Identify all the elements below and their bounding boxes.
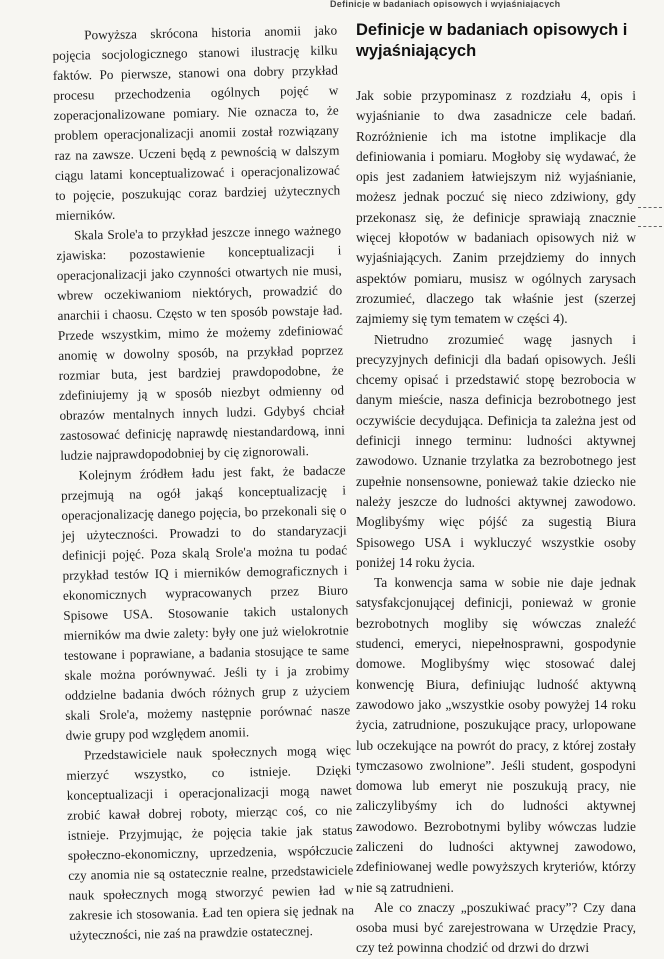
right-paragraph-1: Jak sobie przypominasz z rozdziału 4, opis i wyjaśnianie to dwa zasadnicze cele badań. Rozróżnienie ich ma istotne implikacje dla definiowania i pomiaru. Mogłoby się wydawać, że opis jest zadaniem łatwiejszym niż wyjaśnianie, możesz jednak poczuć się nieco zdziwiony, gdy przekonasz się, że definicje sprawiają znacznie więcej kłopotów w badaniach opisowych niż w wyjaśniających. Zanim przejdziemy do innych aspektów pomiaru, musisz w ogólnych zarysach zrozumieć, dlaczego tak właśnie jest (szerzej zajmiemy się tym tematem w części 4). [356,88,636,327]
section-title: Definicje w badaniach opisowych i wyjaśniających [356,21,628,60]
margin-pencil-mark [638,226,662,227]
left-paragraph-3: Kolejnym źródłem ładu jest fakt, że badacze przejmują na ogół jakąś konceptualizację i operacjonalizację danego pojęcia, bo przekonali się o jej użyteczności. Prowadzi to do standaryzacji definicji pojęć. Poza skalą Srole'a można tu podać przykład testów IQ i mierników demograficznych i ekonomicznych wypracowanych przez Biuro Spisowe USA. Stosowanie takich ustalonych mierników ma dwie zalety: były one już wielokrotnie testowane i poprawiane, a badania stosujące te same skale można porównywać. Jeśli ty i ja zrobimy oddzielne badania dwóch różnych grup z użyciem skali Srole'a, możemy następnie porównać nasze dwie grupy pod względem anomii. [60,462,351,743]
right-paragraph-3: Ta konwencja sama w sobie nie daje jednak satysfakcjonującej definicji, ponieważ w gronie bezrobotnych mogliby się wówczas znaleźć studenci, emeryci, niepełnosprawni, gospodynie domowe. Moglibyśmy więc stosować dalej konwencję Biura, definiując ludność aktywną zawodowo jako „wszystkie osoby powyżej 14 roku życia, zatrudnione, poszukujące pracy, urlopowane lub oczekujące na powrót do pracy, z której zostały tymczasowo zwolnione”. Jeśli student, gospodyni domowa lub emeryt nie poszukują pracy, nie zaliczylibyśmy ich do ludności aktywnej zawodowo. Bezrobotnymi byliby wówczas ludzie zaliczeni do ludności aktywnej zawodowo, zdefiniowanej wedle powyższych kryteriów, którzy nie są zatrudnieni. [356,575,636,895]
margin-pencil-mark [638,207,662,208]
left-paragraph-1: Powyższa skrócona historia anomii jako pojęcia socjologicznego stanowi ilustrację kilku faktów. Po pierwsze, stanowi ona dobry przykład procesu przechodzenia ogólnych pojęć w zoperacjonalizowane pomiary. Nie oznacza to, że problem operacjonalizacji anomii został rozwiązany raz na zawsze. Uczeni będą z pewnością w dalszym ciągu latami konceptualizować i operacjonalizować to pojęcie, poszukując coraz bardziej użytecznych mierników. [52,22,341,223]
right-paragraph-4: Ale co znaczy „poszukiwać pracy”? Czy dana osoba musi być zarejestrowana w Urzędzie Pracy, czy też powinna chodzić od drzwi do drzwi [356,899,636,956]
right-paragraph-2: Nietrudno zrozumieć wagę jasnych i precyzyjnych definicji dla badań opisowych. Jeśli chcemy opisać i przedstawić stopę bezrobocia w danym mieście, nasza definicja bezrobotnego jest oczywiście decydująca. Definicja ta zależna jest od definicji innego terminu: ludności aktywnej zawodowo. Uznanie trzylatka za bezrobotnego jest zupełnie nonsensowne, ponieważ takie dziecko nie należy jeszcze do ludności aktywnej zawodowo. Moglibyśmy więc pójść za sugestią Biura Spisowego USA i wykluczyć wszystkie osoby poniżej 14 roku życia. [356,331,636,570]
right-column [356,20,636,959]
left-column [52,21,355,946]
running-header: Definicje w badaniach opisowych i wyjaśniających [330,0,561,8]
left-paragraph-4: Przedstawiciele nauk społecznych mogą więc mierzyć wszystko, co istnieje. Dzięki konceptualizacji i operacjonalizacji mogą nawet zrobić kawał dobrej roboty, mierząc coś, co nie istnieje. Przyjmując, że pojęcia takie jak status społeczno-ekonomiczny, uprzedzenia, współczucie czy anomia nie są ostatecznie realne, przedstawiciele nauk społecznych mogą stworzyć pewien ład w zakresie ich stosowania. Ład ten opiera się jednak na użyteczności, nie zaś na prawdzie ostatecznej. [66,742,355,943]
left-paragraph-2: Skala Srole'a to przykład jeszcze innego ważnego zjawiska: pozostawienie konceptualizacji i operacjonalizacji jako czynności otwartych nie musi, wbrew oczekiwaniom niektórych, prowadzić do anarchii i chaosu. Często w ten sposób powstaje ład. Przede wszystkim, mimo że możemy zdefiniować anomię w dowolny sposób, na przykład poprzez rozmiar buta, jest bardziej prawdopodobne, że zdefiniujemy ją w sposób niezbyt odmienny od obrazów mentalnych innych ludzi. Gdybyś chciał zastosować definicję naprawdę niestandardową, inni ludzie najprawdopodobniej by cię zignorowali. [56,222,345,463]
